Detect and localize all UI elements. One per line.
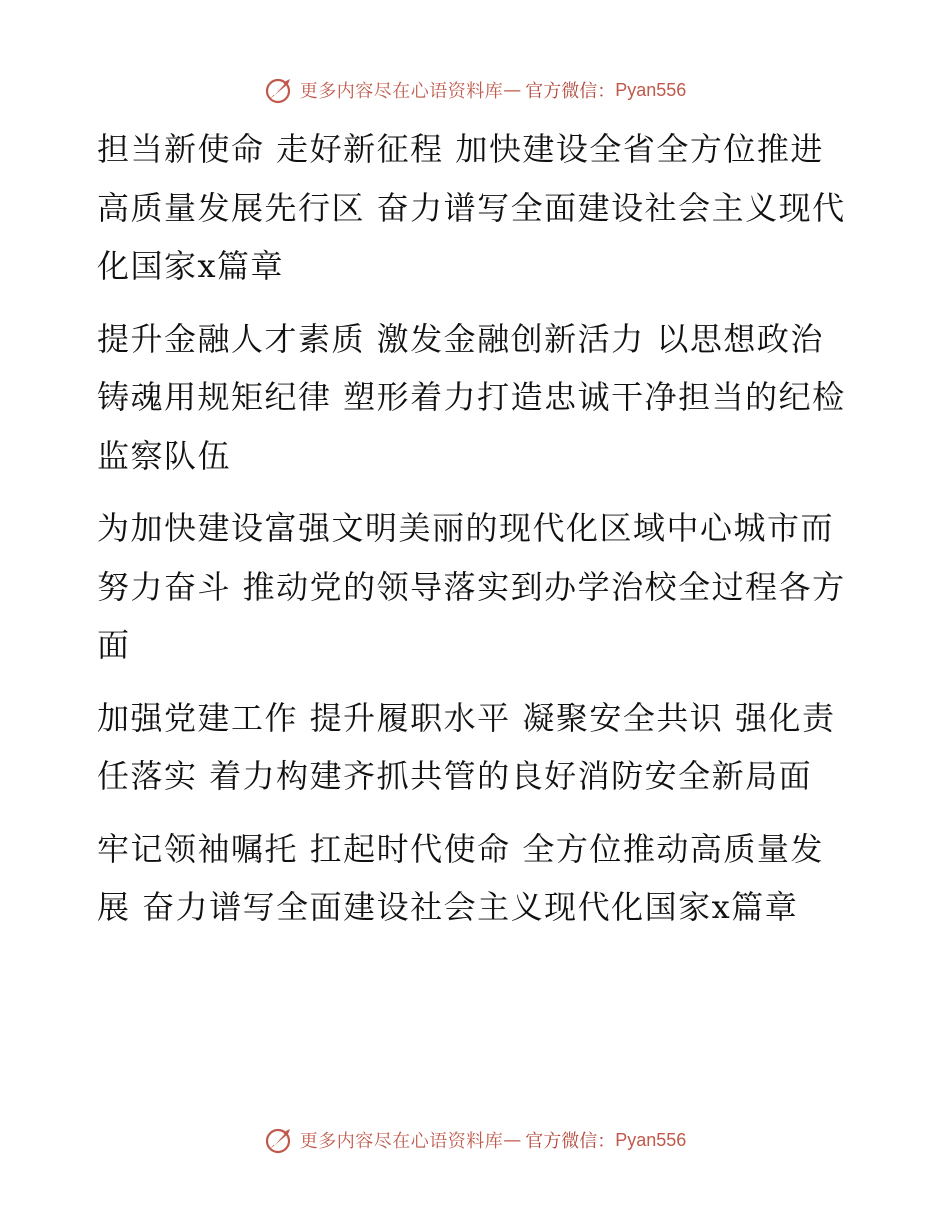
footer-site-text: 更多内容尽在心语资料库 bbox=[299, 1131, 504, 1152]
footer-wechat-label: 官方微信： bbox=[525, 1131, 616, 1152]
header-site-text: 更多内容尽在心语资料库 bbox=[299, 81, 504, 102]
quill-circle-logo-icon bbox=[264, 75, 294, 105]
paragraph: 牢记领袖嘱托 扛起时代使命 全方位推动高质量发展 奋力谱写全面建设社会主义现代化国家x篇章 bbox=[97, 829, 824, 926]
header-separator: — bbox=[503, 79, 522, 101]
header-wechat-label: 官方微信： bbox=[525, 81, 616, 102]
document-body bbox=[97, 120, 857, 951]
paragraph: 加强党建工作 提升履职水平 凝聚安全共识 强化责任落实 着力构建齐抓共管的良好消防安全新局面 bbox=[97, 698, 836, 795]
footer-wechat-id: Pyan556 bbox=[615, 1129, 687, 1150]
header-banner bbox=[0, 70, 950, 110]
quill-circle-logo-icon bbox=[264, 1125, 294, 1155]
footer-separator: — bbox=[503, 1129, 522, 1151]
header-wechat-id: Pyan556 bbox=[615, 79, 687, 100]
paragraph: 担当新使命 走好新征程 加快建设全省全方位推进高质量发展先行区 奋力谱写全面建设社会主义现代化国家x篇章 bbox=[97, 130, 846, 285]
footer-banner bbox=[0, 1120, 950, 1160]
paragraph: 为加快建设富强文明美丽的现代化区域中心城市而努力奋斗 推动党的领导落实到办学治校全过程各方面 bbox=[97, 509, 846, 664]
paragraph: 提升金融人才素质 激发金融创新活力 以思想政治铸魂用规矩纪律 塑形着力打造忠诚干净担当的纪检监察队伍 bbox=[97, 319, 846, 475]
